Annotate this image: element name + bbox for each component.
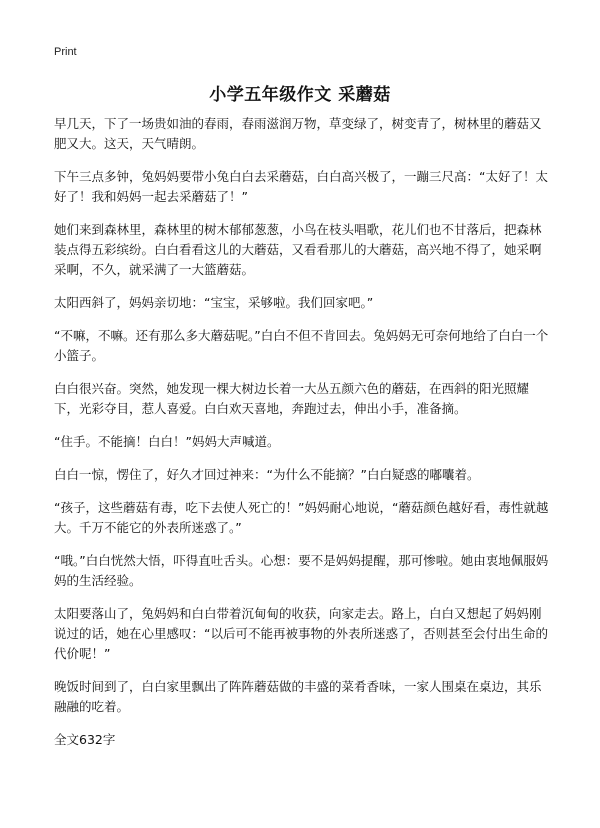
paragraph: 白白一惊，愣住了，好久才回过神来：“为什么不能摘？”白白疑惑的嘟囔着。 (54, 467, 480, 482)
paragraph: 晚饭时间到了，白白家里飘出了阵阵蘑菇做的丰盛的菜肴香味，一家人围桌在桌边，其乐融融的吃着。 (54, 679, 542, 714)
paragraph: “孩子，这些蘑菇有毒，吃下去使人死亡的！”妈妈耐心地说，“蘑菇颜色越好看，毒性就越大。千万不能它的外表所迷惑了。” (54, 500, 549, 535)
paragraph: 她们来到森林里，森林里的树木郁郁葱葱，小鸟在枝头唱歌，花儿们也不甘落后，把森林装点得五彩缤纷。白白看看这儿的大蘑菇，又看看那儿的大蘑菇，高兴地不得了，她采啊采啊，不久，就采满了一大篮蘑菇。 (54, 222, 542, 277)
paragraph: “住手。不能摘！白白！”妈妈大声喊道。 (54, 434, 280, 449)
paragraph: 白白很兴奋。突然，她发现一棵大树边长着一大丛五颜六色的蘑菇，在西斜的阳光照耀下，光彩夺目，惹人喜爱。白白欢天喜地，奔跑过去，伸出小手，准备摘。 (54, 381, 530, 416)
article-body (54, 114, 550, 750)
paragraph: 太阳西斜了，妈妈亲切地：“宝宝，采够啦。我们回家吧。” (54, 295, 374, 310)
paragraph: “不嘛，不嘛。还有那么多大蘑菇呢。”白白不但不肯回去。兔妈妈无可奈何地给了白白一个小篮子。 (54, 328, 549, 363)
paragraph: 下午三点多钟，兔妈妈要带小兔白白去采蘑菇，白白高兴极了，一蹦三尺高：“太好了！太好了！我和妈妈一起去采蘑菇了！” (54, 169, 548, 204)
article-title: 小学五年级作文 采蘑菇 (209, 85, 391, 105)
paragraph: 早几天，下了一场贵如油的春雨，春雨滋润万物，草变绿了，树变青了，树林里的蘑菇又肥又大。这天，天气晴朗。 (54, 116, 542, 151)
print-link[interactable]: Print (54, 46, 77, 58)
paragraph: “哦。”白白恍然大悟，吓得直吐舌头。心想：要不是妈妈提醒，那可惨啦。她由衷地佩服妈妈的生活经验。 (54, 553, 549, 588)
word-count: 全文632字 (54, 732, 116, 747)
paragraph: 太阳要落山了，兔妈妈和白白带着沉甸甸的收获，向家走去。路上，白白又想起了妈妈刚说过的话，她在心里感叹：“以后可不能再被事物的外表所迷惑了，否则甚至会付出生命的代价呢！” (54, 606, 548, 661)
